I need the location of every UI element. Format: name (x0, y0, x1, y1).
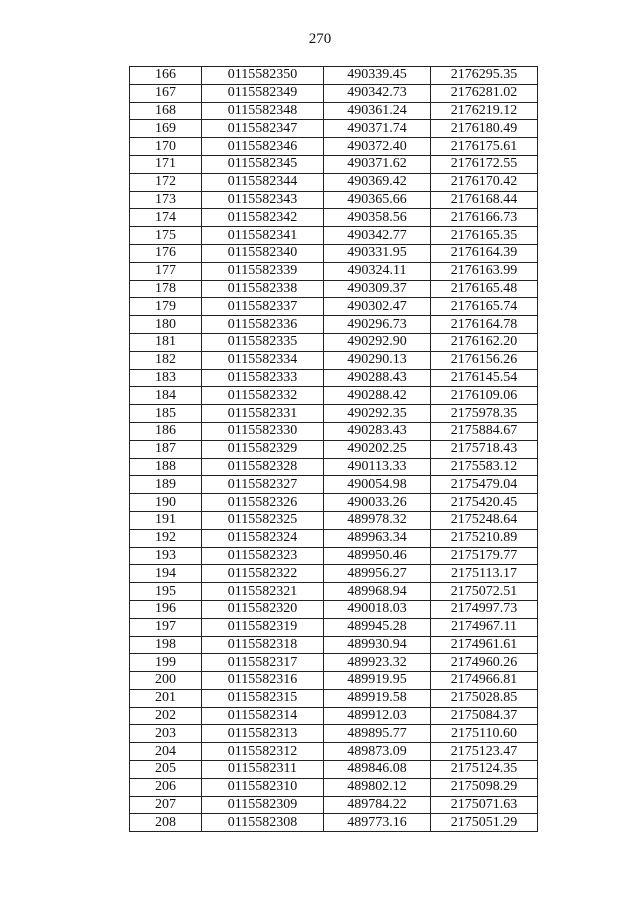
point-number-cell: 179 (130, 298, 202, 316)
point-number-cell: 185 (130, 405, 202, 423)
table-row (130, 173, 538, 191)
table-row (130, 476, 538, 494)
x-coordinate-cell: 489919.95 (324, 672, 431, 690)
x-coordinate-cell: 489956.27 (324, 565, 431, 583)
y-coordinate-cell: 2176172.55 (431, 155, 538, 173)
x-coordinate-cell: 489919.58 (324, 689, 431, 707)
point-number-cell: 181 (130, 333, 202, 351)
x-coordinate-cell: 490283.43 (324, 422, 431, 440)
y-coordinate-cell: 2175179.77 (431, 547, 538, 565)
y-coordinate-cell: 2176162.20 (431, 333, 538, 351)
point-number-cell: 198 (130, 636, 202, 654)
y-coordinate-cell: 2176175.61 (431, 138, 538, 156)
table-row (130, 155, 538, 173)
x-coordinate-cell: 490113.33 (324, 458, 431, 476)
table-row (130, 778, 538, 796)
table-row (130, 440, 538, 458)
coordinates-table-body (130, 67, 538, 832)
table-row (130, 494, 538, 512)
point-id-cell: 0115582325 (202, 511, 324, 529)
x-coordinate-cell: 490361.24 (324, 102, 431, 120)
x-coordinate-cell: 490018.03 (324, 600, 431, 618)
y-coordinate-cell: 2175071.63 (431, 796, 538, 814)
point-id-cell: 0115582311 (202, 761, 324, 779)
point-id-cell: 0115582308 (202, 814, 324, 832)
point-id-cell: 0115582330 (202, 422, 324, 440)
table-row (130, 262, 538, 280)
x-coordinate-cell: 490309.37 (324, 280, 431, 298)
table-row (130, 387, 538, 405)
y-coordinate-cell: 2176281.02 (431, 84, 538, 102)
y-coordinate-cell: 2175248.64 (431, 511, 538, 529)
x-coordinate-cell: 490054.98 (324, 476, 431, 494)
point-id-cell: 0115582309 (202, 796, 324, 814)
point-number-cell: 192 (130, 529, 202, 547)
y-coordinate-cell: 2175884.67 (431, 422, 538, 440)
x-coordinate-cell: 490288.42 (324, 387, 431, 405)
y-coordinate-cell: 2175123.47 (431, 743, 538, 761)
y-coordinate-cell: 2174960.26 (431, 654, 538, 672)
table-row (130, 672, 538, 690)
point-number-cell: 187 (130, 440, 202, 458)
x-coordinate-cell: 489773.16 (324, 814, 431, 832)
x-coordinate-cell: 489923.32 (324, 654, 431, 672)
table-row (130, 298, 538, 316)
point-id-cell: 0115582335 (202, 333, 324, 351)
x-coordinate-cell: 489963.34 (324, 529, 431, 547)
table-row (130, 511, 538, 529)
point-id-cell: 0115582344 (202, 173, 324, 191)
table-row (130, 547, 538, 565)
table-row (130, 796, 538, 814)
point-id-cell: 0115582310 (202, 778, 324, 796)
point-number-cell: 202 (130, 707, 202, 725)
table-row (130, 814, 538, 832)
x-coordinate-cell: 490342.73 (324, 84, 431, 102)
point-number-cell: 189 (130, 476, 202, 494)
table-row (130, 120, 538, 138)
point-number-cell: 166 (130, 67, 202, 85)
point-number-cell: 200 (130, 672, 202, 690)
point-id-cell: 0115582323 (202, 547, 324, 565)
point-number-cell: 174 (130, 209, 202, 227)
table-row (130, 84, 538, 102)
y-coordinate-cell: 2175072.51 (431, 583, 538, 601)
table-row (130, 583, 538, 601)
table-row (130, 280, 538, 298)
x-coordinate-cell: 490369.42 (324, 173, 431, 191)
y-coordinate-cell: 2176166.73 (431, 209, 538, 227)
point-id-cell: 0115582314 (202, 707, 324, 725)
y-coordinate-cell: 2176295.35 (431, 67, 538, 85)
y-coordinate-cell: 2174961.61 (431, 636, 538, 654)
x-coordinate-cell: 490365.66 (324, 191, 431, 209)
point-number-cell: 205 (130, 761, 202, 779)
x-coordinate-cell: 490302.47 (324, 298, 431, 316)
point-number-cell: 177 (130, 262, 202, 280)
table-row (130, 761, 538, 779)
y-coordinate-cell: 2176165.74 (431, 298, 538, 316)
point-id-cell: 0115582329 (202, 440, 324, 458)
point-number-cell: 207 (130, 796, 202, 814)
y-coordinate-cell: 2176165.35 (431, 227, 538, 245)
y-coordinate-cell: 2176163.99 (431, 262, 538, 280)
x-coordinate-cell: 490339.45 (324, 67, 431, 85)
table-row (130, 227, 538, 245)
point-number-cell: 167 (130, 84, 202, 102)
x-coordinate-cell: 490296.73 (324, 316, 431, 334)
point-id-cell: 0115582341 (202, 227, 324, 245)
point-id-cell: 0115582333 (202, 369, 324, 387)
x-coordinate-cell: 489784.22 (324, 796, 431, 814)
point-id-cell: 0115582318 (202, 636, 324, 654)
table-row (130, 689, 538, 707)
table-row (130, 244, 538, 262)
table-row (130, 600, 538, 618)
point-id-cell: 0115582326 (202, 494, 324, 512)
point-id-cell: 0115582336 (202, 316, 324, 334)
page-number: 270 (308, 31, 332, 47)
point-id-cell: 0115582331 (202, 405, 324, 423)
point-number-cell: 171 (130, 155, 202, 173)
y-coordinate-cell: 2175051.29 (431, 814, 538, 832)
point-number-cell: 180 (130, 316, 202, 334)
y-coordinate-cell: 2175098.29 (431, 778, 538, 796)
point-id-cell: 0115582328 (202, 458, 324, 476)
point-number-cell: 182 (130, 351, 202, 369)
point-id-cell: 0115582315 (202, 689, 324, 707)
x-coordinate-cell: 490290.13 (324, 351, 431, 369)
point-id-cell: 0115582327 (202, 476, 324, 494)
point-number-cell: 175 (130, 227, 202, 245)
y-coordinate-cell: 2176156.26 (431, 351, 538, 369)
y-coordinate-cell: 2176180.49 (431, 120, 538, 138)
x-coordinate-cell: 489912.03 (324, 707, 431, 725)
point-number-cell: 188 (130, 458, 202, 476)
point-id-cell: 0115582349 (202, 84, 324, 102)
y-coordinate-cell: 2176164.78 (431, 316, 538, 334)
point-number-cell: 206 (130, 778, 202, 796)
point-number-cell: 193 (130, 547, 202, 565)
y-coordinate-cell: 2175028.85 (431, 689, 538, 707)
point-number-cell: 168 (130, 102, 202, 120)
point-id-cell: 0115582321 (202, 583, 324, 601)
x-coordinate-cell: 489945.28 (324, 618, 431, 636)
x-coordinate-cell: 490371.62 (324, 155, 431, 173)
x-coordinate-cell: 490372.40 (324, 138, 431, 156)
point-id-cell: 0115582316 (202, 672, 324, 690)
table-row (130, 565, 538, 583)
x-coordinate-cell: 489895.77 (324, 725, 431, 743)
y-coordinate-cell: 2174967.11 (431, 618, 538, 636)
y-coordinate-cell: 2174966.81 (431, 672, 538, 690)
point-number-cell: 191 (130, 511, 202, 529)
point-id-cell: 0115582324 (202, 529, 324, 547)
table-row (130, 405, 538, 423)
y-coordinate-cell: 2175113.17 (431, 565, 538, 583)
point-id-cell: 0115582322 (202, 565, 324, 583)
point-id-cell: 0115582339 (202, 262, 324, 280)
point-id-cell: 0115582350 (202, 67, 324, 85)
point-id-cell: 0115582337 (202, 298, 324, 316)
point-number-cell: 203 (130, 725, 202, 743)
y-coordinate-cell: 2176164.39 (431, 244, 538, 262)
point-number-cell: 186 (130, 422, 202, 440)
table-row (130, 369, 538, 387)
point-id-cell: 0115582317 (202, 654, 324, 672)
point-number-cell: 199 (130, 654, 202, 672)
point-number-cell: 169 (130, 120, 202, 138)
point-number-cell: 190 (130, 494, 202, 512)
point-number-cell: 176 (130, 244, 202, 262)
point-number-cell: 184 (130, 387, 202, 405)
table-row (130, 707, 538, 725)
x-coordinate-cell: 489873.09 (324, 743, 431, 761)
table-row (130, 458, 538, 476)
point-number-cell: 196 (130, 600, 202, 618)
y-coordinate-cell: 2175718.43 (431, 440, 538, 458)
point-number-cell: 170 (130, 138, 202, 156)
point-id-cell: 0115582334 (202, 351, 324, 369)
point-id-cell: 0115582332 (202, 387, 324, 405)
point-id-cell: 0115582320 (202, 600, 324, 618)
y-coordinate-cell: 2175084.37 (431, 707, 538, 725)
point-number-cell: 197 (130, 618, 202, 636)
point-number-cell: 183 (130, 369, 202, 387)
point-id-cell: 0115582343 (202, 191, 324, 209)
y-coordinate-cell: 2176168.44 (431, 191, 538, 209)
table-row (130, 529, 538, 547)
point-id-cell: 0115582348 (202, 102, 324, 120)
x-coordinate-cell: 490033.26 (324, 494, 431, 512)
point-number-cell: 195 (130, 583, 202, 601)
point-id-cell: 0115582313 (202, 725, 324, 743)
table-row (130, 209, 538, 227)
x-coordinate-cell: 490342.77 (324, 227, 431, 245)
y-coordinate-cell: 2175479.04 (431, 476, 538, 494)
point-number-cell: 172 (130, 173, 202, 191)
y-coordinate-cell: 2176219.12 (431, 102, 538, 120)
table-row (130, 725, 538, 743)
point-number-cell: 194 (130, 565, 202, 583)
x-coordinate-cell: 490371.74 (324, 120, 431, 138)
x-coordinate-cell: 490292.90 (324, 333, 431, 351)
x-coordinate-cell: 490358.56 (324, 209, 431, 227)
y-coordinate-cell: 2175420.45 (431, 494, 538, 512)
point-id-cell: 0115582342 (202, 209, 324, 227)
x-coordinate-cell: 489846.08 (324, 761, 431, 779)
y-coordinate-cell: 2176109.06 (431, 387, 538, 405)
y-coordinate-cell: 2175124.35 (431, 761, 538, 779)
table-row (130, 351, 538, 369)
point-number-cell: 173 (130, 191, 202, 209)
table-row (130, 422, 538, 440)
table-row (130, 636, 538, 654)
x-coordinate-cell: 489978.32 (324, 511, 431, 529)
point-id-cell: 0115582347 (202, 120, 324, 138)
x-coordinate-cell: 489950.46 (324, 547, 431, 565)
point-id-cell: 0115582345 (202, 155, 324, 173)
point-id-cell: 0115582338 (202, 280, 324, 298)
table-row (130, 138, 538, 156)
y-coordinate-cell: 2175583.12 (431, 458, 538, 476)
y-coordinate-cell: 2175978.35 (431, 405, 538, 423)
point-number-cell: 178 (130, 280, 202, 298)
point-id-cell: 0115582340 (202, 244, 324, 262)
table-row (130, 102, 538, 120)
y-coordinate-cell: 2176170.42 (431, 173, 538, 191)
y-coordinate-cell: 2175210.89 (431, 529, 538, 547)
x-coordinate-cell: 490331.95 (324, 244, 431, 262)
x-coordinate-cell: 490292.35 (324, 405, 431, 423)
table-row (130, 743, 538, 761)
y-coordinate-cell: 2174997.73 (431, 600, 538, 618)
x-coordinate-cell: 490202.25 (324, 440, 431, 458)
point-id-cell: 0115582319 (202, 618, 324, 636)
table-row (130, 618, 538, 636)
point-number-cell: 204 (130, 743, 202, 761)
point-number-cell: 201 (130, 689, 202, 707)
table-row (130, 67, 538, 85)
x-coordinate-cell: 489802.12 (324, 778, 431, 796)
x-coordinate-cell: 490288.43 (324, 369, 431, 387)
table-row (130, 654, 538, 672)
coordinates-table (129, 66, 538, 832)
table-row (130, 333, 538, 351)
y-coordinate-cell: 2176165.48 (431, 280, 538, 298)
table-row (130, 316, 538, 334)
y-coordinate-cell: 2175110.60 (431, 725, 538, 743)
point-number-cell: 208 (130, 814, 202, 832)
y-coordinate-cell: 2176145.54 (431, 369, 538, 387)
x-coordinate-cell: 489930.94 (324, 636, 431, 654)
point-id-cell: 0115582312 (202, 743, 324, 761)
x-coordinate-cell: 490324.11 (324, 262, 431, 280)
x-coordinate-cell: 489968.94 (324, 583, 431, 601)
table-row (130, 191, 538, 209)
point-id-cell: 0115582346 (202, 138, 324, 156)
